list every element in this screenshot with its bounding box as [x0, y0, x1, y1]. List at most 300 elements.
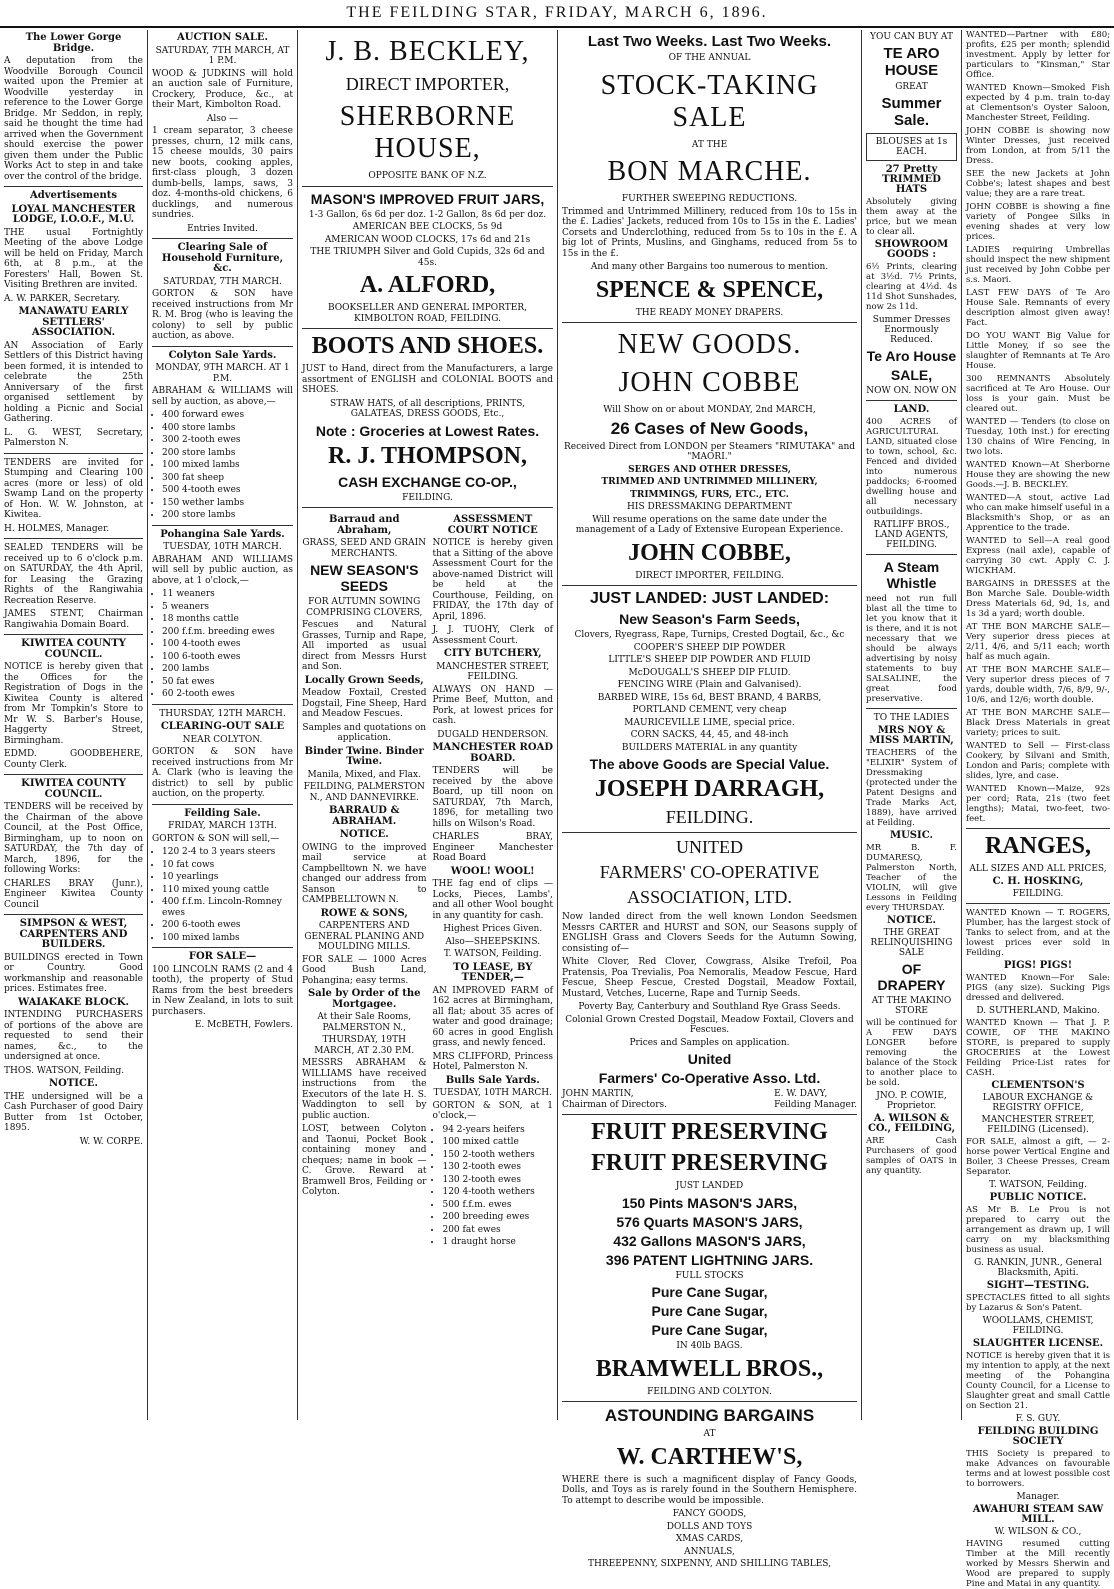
to-the-ladies: TO THE LADIES	[873, 713, 950, 723]
list-item: • 400 f.f.m. Lincoln-Romney ewes	[162, 897, 293, 918]
sheepskins: Also—SHEEPSKINS.	[445, 936, 541, 947]
woollams: WOOLLAMS, CHEMIST, FEILDING.	[982, 1316, 1094, 1336]
thompson-feilding: FEILDING.	[402, 492, 453, 503]
builders: BUILDERS MATERIAL in any quantity	[621, 742, 798, 753]
of-the-annual: OF THE ANNUAL	[668, 53, 751, 63]
last-few-days: LAST FEW DAYS of Te Aro House Sale. Remnants of every description almost given away! Fact.	[966, 288, 1110, 328]
special-value: The above Goods are Special Value.	[589, 756, 830, 772]
music-text: MR B. F. DUMARESQ, Palmerston North, Teacher of the VIOLIN, will give Lessons in Feilding every THURSDAY.	[866, 843, 957, 913]
bulls-title: Bulls Sale Yards.	[445, 1074, 540, 1086]
gorge-text: A deputation from the Woodville Borough Council waited upon the Premier at Woodville yesterday in reference to the Lower Gorge Bridge. Mr Seddon, in reply, said he thought the time had arrived when the Government should exercise the power given them under the Public Works Act to step in and take over the control of the bridge.	[4, 56, 143, 182]
lime: MAURICEVILLE LIME, special price.	[624, 717, 795, 728]
list-item: • 200 lambs	[162, 664, 293, 675]
wilson-text: ARE Cash Purchasers of good samples of OATS in any quantity.	[866, 1136, 957, 1176]
list-item: • 50 fat ewes	[162, 677, 293, 688]
bon-1: AT THE BON MARCHE SALE—Very superior dress pieces at 2/11, 4/6, and 5/11 each; worth half as much again.	[966, 622, 1110, 662]
auction-sale-title: AUCTION SALE.	[176, 32, 268, 43]
fruit-preserving-1: FRUIT PRESERVING	[591, 1119, 828, 1145]
bulls-text: GORTON & SON, at 1 o'clock,—	[432, 1100, 553, 1121]
martin-sub: Chairman of Directors.	[562, 1099, 667, 1110]
col3-left	[302, 512, 426, 1250]
trimmings: TRIMMINGS, FURS, ETC., ETC.	[630, 489, 789, 500]
millinery: TRIMMED AND UNTRIMMED MILLINERY,	[601, 477, 818, 487]
mcdougall: McDOUGALL'S SHEEP DIP FLUID.	[628, 667, 791, 678]
pigs: PIGS! PIGS!	[1003, 960, 1073, 971]
auction-date: SATURDAY, 7TH MARCH, AT 1 P.M.	[155, 45, 290, 66]
list-item: • 100 mixed cattle	[442, 1137, 553, 1148]
samples: Samples and quotations on application.	[302, 722, 427, 743]
jars-4: 396 PATENT LIGHTNING JARS.	[605, 1251, 814, 1268]
corn-sacks: CORN SACKS, 44, 45, and 48-inch	[630, 730, 789, 740]
spence-name: SPENCE & SPENCE,	[595, 276, 824, 303]
john-cobbe: JOHN COBBE	[618, 367, 801, 398]
list-item: • 200 fat ewes	[442, 1225, 553, 1236]
list-item: • 200 6-tooth ewes	[162, 920, 293, 931]
wanted-7: WANTED to Sell — First-class Cookery, by Silvani and Smith, London and Paris; complete with slides, lyre, and case.	[966, 741, 1110, 781]
for-sale-3: FOR SALE, almost a gift, — 2-horse power Vertical Engine and Boiler, 3 Cheese Presses, Cream Separator.	[966, 1137, 1110, 1177]
for-sale-title: FOR SALE—	[188, 951, 257, 962]
cowie: JNO. P. COWIE, Proprietor.	[876, 1091, 947, 1111]
steam-whistle: A Steam Whistle	[883, 559, 940, 591]
clocks-2: AMERICAN WOOD CLOCKS, 17s 6d and 21s	[324, 234, 531, 245]
waiakake-title: WAIAKAKE BLOCK.	[18, 996, 129, 1008]
ranges: RANGES,	[984, 833, 1092, 859]
wilson: A. WILSON & CO., FEILDING,	[867, 1113, 956, 1134]
land-text: 400 ACRES of AGRICULTURAL LAND, situated close to town, school, &c. Fenced and divided into numerous paddocks; 6-roomed dwelling house and all necessary outbuildings.	[866, 417, 957, 517]
darragh-sub: FEILDING.	[665, 807, 754, 827]
col3-right	[432, 512, 553, 1250]
wanted-6: WANTED to Sell—A real good Express (nail axle), capable of carrying 30 cwt. Apply C. J. WICKHAM.	[966, 536, 1110, 576]
annuals: ANNUALS,	[684, 1546, 735, 1557]
meadow: Meadow Foxtail, Crested Dogstail, Fine Sheep, Hard and Meadow Fescues.	[302, 688, 427, 719]
column-5	[862, 30, 962, 1420]
straw-hats: STRAW HATS, of all descriptions, PRINTS, GALATEAS, DRESS GOODS, Etc.,	[330, 398, 525, 419]
simpson-text: BUILDINGS erected in Town or Country. Good workmanship and reasonable prices. Estimates free.	[4, 952, 143, 994]
settlers-sign: L. G. WEST, Secretary, Palmerston N.	[4, 427, 143, 448]
waiakake-text: INTENDING PURCHASERS of portions of the above are requested to send their names, &c., to the undersigned at once.	[4, 1010, 143, 1062]
column-1	[0, 30, 148, 1420]
stock-list-1	[152, 410, 293, 521]
list-item: • 120 4-tooth wethers	[442, 1187, 553, 1198]
bulls-list	[432, 1125, 553, 1248]
auction-items: 1 cream separator, 3 cheese presses, churn, 12 milk cans, 15 cheese moulds, 30 pairs new boots, cooking apples, first-class plough, 3 dozen dumb-bells, lamps, saws, 3 doz. 4-months-old chickens, 6 ducklings, and numerous sundries.	[152, 126, 293, 220]
column-4	[558, 30, 862, 1569]
kiwitea-text-2: TENDERS will be received by the Chairman of the above Council, at the Post Office, Birmingham, up to noon on SATURDAY, the 7th day of March, 1896, for the following Works:	[4, 802, 143, 875]
gorton-text-2: GORTON & SON have received instructions from Mr A. Clark (who is leaving the district) to sell by public auction, on the property.	[152, 747, 293, 799]
making-text: will be continued for A FEW DAYS LONGER before removing the balance of the Stock to another place to be sold.	[866, 1018, 957, 1088]
list-item: • 18 months cattle	[162, 614, 293, 625]
jars-2: 576 Quarts MASON'S JARS,	[616, 1213, 803, 1230]
bulls-date: TUESDAY, 10TH MARCH.	[433, 1088, 552, 1098]
road-sign: CHARLES BRAY, Engineer Manchester Road Board	[432, 832, 553, 863]
list-item: • 200 store lambs	[162, 448, 293, 459]
sale: SALE,	[890, 367, 933, 383]
bon-3: AT THE BON MARCHE SALE—Black Dress Materials in great variety; prices to suit.	[966, 708, 1110, 738]
building-society: FEILDING BUILDING SOCIETY	[977, 1426, 1099, 1447]
assoc-text: Now landed direct from the well known London Seedsmen Messrs CARTER and HURST and SON, our Seasons supply of ENGLISH Grass and Clovers Seeds for the Autumn Sowing, consisting of—	[562, 912, 857, 954]
you-can-buy: YOU CAN BUY AT	[870, 32, 953, 42]
pohangina-date: TUESDAY, 10TH MARCH.	[163, 542, 282, 552]
dress-text: Will resume operations on the same date under the management of a Lady of Extensive European Experience.	[575, 514, 844, 535]
farmers-cooperative: FARMERS' CO-OPERATIVE	[599, 862, 820, 882]
abraham-text-1: ABRAHAM & WILLIAMS will sell by auction, as above,—	[152, 386, 293, 407]
lease-text: AN IMPROVED FARM of 162 acres at Birmingham, all flat; about 35 acres of water and good drainage; 60 acres in good English grass, and newly fenced.	[432, 985, 553, 1048]
poverty-bay: Poverty Bay, Canterbury and Southland Rye Grass Seeds.	[578, 1002, 841, 1012]
jars-1: 150 Pints MASON'S JARS,	[621, 1194, 798, 1211]
barbed: BARBED WIRE, 15s 6d, BEST BRAND, 4 BARBS,	[597, 692, 822, 703]
list-item: • 10 fat cows	[162, 860, 293, 871]
groceries-note: Note : Groceries at Lowest Rates.	[315, 422, 540, 439]
manchester-road: MANCHESTER ROAD BOARD.	[432, 742, 554, 764]
land-title: LAND.	[893, 404, 930, 415]
rams-text: 100 LINCOLN RAMS (2 and 4 tooth), the property of Stud Rams from the best breeders in New Zealand, in lots to suit purchasers.	[152, 964, 293, 1017]
triumph: THE TRIUMPH Silver and Gold Cupids, 32s 6d and 45s.	[310, 247, 545, 268]
wool-sign: T. WATSON, Feilding.	[443, 949, 542, 959]
lodge-text: THE usual Fortnightly Meeting of the above Lodge will be held on Friday, March 6th, at 8 p.m., at the Foresters' Hall, Bowen St. Visiting Brethren are invited.	[4, 227, 143, 290]
bramwell: BRAMWELL BROS.,	[595, 1355, 824, 1382]
highest-prices: Highest Prices Given.	[443, 924, 543, 934]
boots-text: JUST to Hand, direct from the Manufacturers, a large assortment of ENGLISH and COLONIAL BOOTS and SHOES.	[302, 364, 553, 395]
feilding-sale-title: Feilding Sale.	[184, 807, 261, 819]
pohangina-title: Pohangina Sale Yards.	[160, 528, 285, 540]
assessment-sign: J. J. TUOHY, Clerk of Assessment Court.	[432, 625, 553, 646]
clementson: CLEMENTSON'S	[991, 1080, 1085, 1091]
wilson-2: W. WILSON & CO.,	[994, 1527, 1082, 1537]
watson: T. WATSON, Feilding.	[989, 1180, 1087, 1190]
notice-3: NOTICE.	[886, 915, 937, 926]
trimmed-text: Absolutely giving them away at the price, but we mean to clear all.	[866, 197, 957, 237]
summer-dresses: Summer Dresses Enormously Reduced.	[872, 315, 951, 345]
list-item: • 200 breeding ewes	[442, 1212, 553, 1223]
public-text: AS Mr B. Le Prou is not prepared to carry out the arrangement as drawn up, I will carry on my blacksmithing business as usual.	[966, 1205, 1110, 1255]
cement: PORTLAND CEMENT, very cheap	[632, 705, 787, 715]
martin: JOHN MARTIN,	[562, 1089, 634, 1099]
tenders-sign: H. HOLMES, Manager.	[4, 523, 110, 534]
entries-invited: Entries Invited.	[187, 223, 258, 234]
building-text: THIS Society is prepared to make Advances on favourable terms and at lowest possible cost to borrowers.	[966, 1449, 1110, 1489]
hosking: C. H. HOSKING,	[992, 876, 1084, 887]
te-aro-house: TE ARO HOUSE	[883, 45, 940, 79]
clover-list: White Clover, Red Clover, Cowgrass, Alsike Trefoil, Poa Pratensis, Poa Trevialis, Poa Nemoralis, Meadow Fescue, Hard Fescue, Sheep Fescue, Crested Dogstail, Meadow Foxtail, Mustard, Vetches, Lucerne, Rape and Turnip Seeds.	[562, 957, 857, 999]
received: Received Direct from LONDON per Steamers "RIMUTAKA" and "MAORI."	[563, 441, 856, 462]
list-item: • 130 2-tooth ewes	[442, 1162, 553, 1173]
association: ASSOCIATION, LTD.	[627, 887, 792, 907]
seeds-sub: FOR AUTUMN SOWING COMPRISING CLOVERS,	[306, 597, 423, 618]
showroom-text: 6½ Prints, clearing at 3½d. 7½ Prints, clearing at 4½d. 4s 11d Shot Sunshades, now 2s 11d.	[866, 262, 957, 312]
fencing: FENCING WIRE (Plain and Galvanised).	[617, 680, 802, 690]
davy: E. W. DAVY,	[774, 1089, 828, 1099]
jars-3: 432 Gallons MASON'S JARS,	[613, 1232, 806, 1249]
trimmed-hats: 27 Pretty TRIMMED HATS	[882, 164, 941, 195]
manila: Manila, Mixed, and Flax.	[307, 769, 421, 780]
thompson-name: R. J. THOMPSON,	[328, 442, 527, 469]
city-butchery: CITY BUTCHERY,	[443, 648, 542, 659]
rowe-text: OWING to the improved mail service at Campbelltown N. we have changed our address from Sanson to CAMPBELLTOWN N.	[302, 842, 427, 905]
wanted-4: WANTED Known—At Sherborne House they are showing the new Goods.—J. B. BECKLEY.	[966, 460, 1110, 490]
list-item: • 100 6-tooth ewes	[162, 652, 293, 663]
kiwitea-title-1: KIWITEA COUNTY COUNCIL.	[21, 638, 126, 660]
seeds-list: Fescues and Natural Grasses, Turnip and Rape, All imported as usual direct from Messrs Hurst and Son.	[302, 620, 427, 672]
list-item: • 11 weaners	[162, 589, 293, 600]
column-6	[962, 30, 1114, 1589]
further-reductions: FURTHER SWEEPING REDUCTIONS.	[621, 194, 798, 204]
drapery: OF DRAPERY	[877, 961, 946, 993]
sugar-1: Pure Cane Sugar,	[651, 1284, 768, 1300]
list-item: • 150 2-tooth wethers	[442, 1150, 553, 1161]
rowe-sign: ROWE & SONS,	[320, 907, 408, 919]
xmas-cards: XMAS CARDS,	[675, 1534, 744, 1544]
ladies-umbrellas: LADIES requiring Umbrellas should inspect the new shipment just received by John Cobbe per s.s. Maori.	[966, 245, 1110, 285]
wanted-2: WANTED Known—Smoked Fish expected by 4 p.m. train to-day at Clementson's Oyster Saloon, Manchester Street, Feilding.	[966, 83, 1110, 123]
list-item: • 150 wether lambs	[162, 498, 293, 509]
thursday-date: THURSDAY, 12TH MARCH.	[159, 708, 286, 719]
showroom: SHOWROOM GOODS :	[874, 239, 949, 260]
rams-sign: E. McBETH, Fowlers.	[194, 1020, 293, 1030]
new-seeds: NEW SEASON'S SEEDS	[310, 562, 419, 594]
farmers-2: Farmers' Co-Operative Asso. Ltd.	[598, 1070, 821, 1086]
wanted-11: WANTED Known — That J. P. COWIE, OF THE MAKINO STORE, is prepared to supply GROCERIES at the Lowest Feilding Price-List rates for CASH.	[966, 1018, 1110, 1078]
simpson-title: SIMPSON & WEST, CARPENTERS AND BUILDERS.	[19, 918, 128, 950]
sealed-text: SEALED TENDERS will be received up to 6 o'clock p.m. on SATURDAY, the 4th April, for Leasing the Grazing Rights of the Rangiwahia Recreation Reserve.	[4, 543, 143, 606]
assessment-title: ASSESSMENT COURT NOTICE	[447, 514, 538, 536]
list-item: • 110 mixed young cattle	[162, 885, 293, 896]
lodge-sign: A. W. PARKER, Secretary.	[4, 293, 121, 304]
awahuri: AWAHURI STEAM SAW MILL.	[972, 1504, 1104, 1525]
wanted-3: WANTED — Tenders (to close on Tuesday, 10th inst.) for erecting 130 chains of Wire Fencing, in two lots.	[966, 417, 1110, 457]
list-item: • 200 store lambs	[162, 510, 293, 521]
colyton-title: Colyton Sale Yards.	[168, 349, 277, 361]
kiwitea-sign-2: CHARLES BRAY (Junr.), Engineer Kiwitea County Council	[4, 878, 143, 910]
alford-name: A. ALFORD,	[359, 272, 496, 298]
clearing-title: Clearing Sale of Household Furniture, &c.	[161, 242, 284, 274]
beckley-direct-importer: DIRECT IMPORTER,	[345, 74, 510, 94]
remnants: 300 REMNANTS Absolutely sacrificed at Te Aro House. Our loss is your gain. Must be cleared out.	[966, 374, 1110, 414]
mortgagee-place: At their Sale Rooms, PALMERSTON N.,	[317, 1012, 412, 1033]
ranges-sub: ALL SIZES AND ALL PRICES,	[969, 864, 1107, 874]
fruit-preserving-2: FRUIT PRESERVING	[591, 1150, 828, 1176]
dolls-toys: DOLLS AND TOYS	[666, 1521, 753, 1532]
notice-title: NOTICE.	[48, 1078, 99, 1089]
labour-sub: MANCHESTER STREET, FEILDING (Licensed).	[981, 1115, 1095, 1135]
mortgagee-date: THURSDAY, 19TH MARCH, AT 2.30 P.M.	[314, 1035, 415, 1056]
making-store: AT THE MAKINO STORE	[871, 996, 952, 1016]
list-item: • 500 f.f.m. ewes	[442, 1200, 553, 1211]
noy-martin: MRS NOY & MISS MARTIN,	[869, 725, 954, 746]
farm-seeds: New Season's Farm Seeds,	[619, 611, 800, 627]
butchery-sign: DUGALD HENDERSON.	[437, 729, 549, 740]
darragh-name: JOSEPH DARRAGH,	[594, 776, 825, 802]
at: AT	[703, 1429, 716, 1439]
masons-prices: 1-3 Gallon, 6s 6d per doz. 1-2 Gallon, 8s 6d per doz.	[308, 209, 547, 220]
assessment-text: NOTICE is hereby given that a Sitting of the above Assessment Court for the above-named District will be held at the Courthouse, Feilding, on FRIDAY, the 17th day of April, 1896.	[432, 538, 553, 622]
labour: LABOUR EXCHANGE & REGISTRY OFFICE,	[982, 1093, 1094, 1113]
kiwitea-text-1: NOTICE is hereby given that the Offices for the Registration of Dogs in the Kiwitea County is altered from Mr Tompkin's Store to Mr W. S. Barber's House, Haggerty Street, Birmingham.	[4, 662, 143, 746]
bags: IN 40lb BAGS.	[676, 1341, 743, 1351]
abraham-text-2: ABRAHAM AND WILLIAMS will sell by public auction, as above, at 1 o'clock,—	[152, 554, 293, 586]
sugar-3: Pure Cane Sugar,	[651, 1322, 768, 1338]
notice-text: THE undersigned will be a Cash Purchaser of good Dairy Butter from 1st October, 1895.	[4, 1091, 143, 1133]
sugar-2: Pure Cane Sugar,	[651, 1303, 768, 1319]
colonial: Colonial Grown Crested Dogstail, Meadow Foxtail, Clovers and Fescues.	[565, 1014, 854, 1035]
lodge-title: LOYAL MANCHESTER LODGE, I.O.O.F., M.U.	[11, 203, 136, 225]
clearing-date: SATURDAY, 7TH MARCH.	[163, 276, 282, 287]
also-label: Also —	[206, 113, 239, 124]
last-two-weeks: Last Two Weeks. Last Two Weeks.	[587, 33, 832, 50]
hosking-sub: FEILDING.	[1012, 889, 1064, 899]
wool-title: WOOL! WOOL!	[450, 865, 535, 877]
wool-text: THE fag end of clips — Locks, Pieces, Lambs', and all other Wool bought in any quantity for cash.	[432, 879, 553, 921]
bramwell-sub: FEILDING AND COLYTON.	[647, 1386, 772, 1397]
little: LITTLE'S SHEEP DIP POWDER AND FLUID	[608, 655, 811, 665]
kiwitea-title-2: KIWITEA COUNTY COUNCIL.	[21, 778, 126, 800]
list-item: • 94 2-years heifers	[442, 1125, 553, 1136]
list-item: • 100 4-tooth ewes	[162, 639, 293, 650]
at-the: AT THE	[691, 139, 728, 150]
barraud-addr: FEILDING, PALMERSTON N., AND DANNEVIRKE.	[303, 782, 425, 803]
te-aro-2: Te Aro House	[866, 348, 957, 364]
mortgagee-title: Sale by Order of the Mortgagee.	[308, 988, 421, 1010]
noy-text: TEACHERS of the "ELIXIR" System of Dressmaking (protected under the Patent Designs and Trade Marks Act, 1889), have arrived at Feilding.	[866, 748, 957, 828]
wood-text: WOOD & JUDKINS will hold an auction sale of Furniture, Crockery, Produce, &c., at their Mart, Kimbolton Road.	[152, 68, 293, 110]
wilson-2-text: HAVING resumed cutting Timber at the Mill recently worked by Messrs Sherwin and Wood are prepared to supply Pine and Matai in any quantity.	[966, 1539, 1110, 1589]
opposite-bank: OPPOSITE BANK OF N.Z.	[368, 171, 487, 181]
reductions-text: Trimmed and Untrimmed Millinery, reduced from 10s to 15s in the £. Ladies' Jackets, reduced from 10s to 15s in the £. Ladies' Corsets and Underclothing, reduced from 5s to 10s in the £. A big lot of Prints, Muslins, and Ginghams, reduced from 5s to 15s in the £.	[562, 206, 857, 259]
binder-twine: Binder Twine. Binder Twine.	[304, 745, 424, 767]
wanted-10: WANTED Known—For Sale: PIGS (any size). Sucking Pigs dressed and delivered.	[966, 973, 1110, 1003]
masons-jars: MASON'S IMPROVED FRUIT JARS,	[310, 190, 545, 207]
blouses: BLOUSES at 1s EACH.	[866, 133, 957, 161]
for-sale-2: FOR SALE — 1000 Acres Good Bush Land, Pohangina; easy terms.	[302, 954, 427, 986]
john-cobbe-2: JOHN COBBE,	[628, 539, 791, 566]
sealed-sign: JAMES STENT, Chairman Rangiwahia Domain Board.	[4, 609, 143, 630]
clearing-near: NEAR COLYTON.	[182, 734, 263, 745]
manager: Manager.	[1016, 1492, 1060, 1502]
list-item: • 400 forward ewes	[162, 410, 293, 421]
astounding: ASTOUNDING BARGAINS	[604, 1406, 815, 1425]
full-stocks: FULL STOCKS	[675, 1270, 744, 1281]
slaughter: SLAUGHTER LICENSE.	[972, 1338, 1104, 1349]
locally-grown: Locally Grown Seeds,	[304, 674, 424, 686]
feilding-date: FRIDAY, MARCH 13TH.	[168, 821, 277, 831]
butchery-sub: MANCHESTER STREET, FEILDING.	[436, 661, 550, 682]
list-item: • 200 f.f.m. breeding ewes	[162, 627, 293, 638]
bargains: BARGAINS in DRESSES at the Bon Marche Sale. Double-width Dress Materials 6d, 9d, 1s, and 1s 3d a yard; worth double.	[966, 579, 1110, 619]
tenders-text: TENDERS are invited for Stumping and Clearing 100 acres (more or less) of old Swamp Land on the property of Hon. W. W. Johnston, at Kiwitea.	[4, 457, 143, 520]
road-text: TENDERS will be received by the above Board, up till noon on SATURDAY, 7th March, 1896, for metalling two hills on Wilson's Road.	[432, 766, 553, 829]
fancy-goods: FANCY GOODS,	[672, 1509, 747, 1519]
gorton-text-1: GORTON & SON have received instructions from Mr R. M. Brog (who is leaving the colony) to sell by public auction, as above.	[152, 289, 293, 341]
summer-sale: Summer Sale.	[881, 95, 942, 129]
carthew: W. CARTHEW'S,	[616, 1443, 803, 1470]
list-item: • 1 draught horse	[442, 1237, 553, 1248]
stocktaking-sale: STOCK-TAKING SALE	[600, 69, 819, 133]
cash-exchange: CASH EXCHANGE CO-OP.,	[338, 473, 517, 490]
settlers-text: AN Association of Early Settlers of this District having been formed, it is intended to celebrate the 25th Anniversary of the first organised settlement by holding a Picnic and Social Gathering.	[4, 340, 143, 424]
barraud-title: Barraud and Abraham,	[329, 514, 400, 536]
list-item: • 100 mixed lambs	[162, 933, 293, 944]
list-item: • 100 mixed lambs	[162, 460, 293, 471]
lease-sign: MRS CLIFFORD, Princess Hotel, Palmerston N.	[432, 1051, 553, 1072]
direct-importer-2: DIRECT IMPORTER, FEILDING.	[635, 570, 784, 581]
wanted-5: WANTED—A stout, active Lad who can make himself useful in a Blacksmith's Shop, or as an Apprentice to the trade.	[966, 493, 1110, 533]
clocks-1: AMERICAN BEE CLOCKS, 5s 9d	[352, 222, 503, 232]
do-you-want: DO YOU WANT Big Value for Little Money, if so see the slaughter of Remnants at Te Aro House.	[966, 331, 1110, 371]
cases: 26 Cases of New Goods,	[610, 418, 809, 438]
relinquishing: THE GREAT RELINQUISHING SALE	[870, 928, 953, 958]
mortgagee-text: MESSRS ABRAHAM & WILLIAMS have received instructions from the Executors of the late H. S. Waddington to sell by public auction.	[302, 1058, 427, 1121]
new-goods: NEW GOODS.	[617, 329, 802, 360]
steam-text: need not run full blast all the time to let you know that it is there, and it is not necessary that we should be always advertising by noisy statements to buy SALSALINE, the great food preservative.	[866, 594, 957, 704]
wanted-8: WANTED Known—Maize, 92s per cord; Rata, 21s (two feet lengths); Matai, two-feet, two-feet.	[966, 784, 1110, 824]
list-item: • 300 fat sheep	[162, 473, 293, 484]
rankin: G. RANKIN, JUNR., General Blacksmith, Apiti.	[974, 1258, 1102, 1278]
masthead: THE FEILDING STAR, FRIDAY, MARCH 6, 1896.	[0, 0, 1114, 28]
cobbe-2: SEE the new Jackets at John Cobbe's; latest shapes and best value; they are a rare treat.	[966, 169, 1110, 199]
list-item: • 120 2-4 to 3 years steers	[162, 847, 293, 858]
stock-list-3	[152, 847, 293, 943]
sight-text: SPECTACLES fitted to all sights by Lazarus & Son's Patent.	[966, 1293, 1110, 1313]
great: GREAT	[895, 82, 928, 92]
united-2: United	[687, 1051, 732, 1067]
jars-head: JUST LANDED	[675, 1181, 744, 1191]
sight-testing: SIGHT—TESTING.	[986, 1280, 1090, 1291]
signatures	[562, 1089, 857, 1110]
cooper: COOPER'S SHEEP DIP POWDER	[633, 642, 786, 653]
dressmaking: HIS DRESSMAKING DEPARTMENT	[627, 502, 792, 512]
column-3	[298, 30, 558, 1420]
carthew-text: WHERE there is such a magnificent display of Fancy Goods, Dolls, and Toys as is rarely found in the Southern Hemisphere. To attempt to describe would be impossible.	[562, 1474, 857, 1506]
barraud-sub: GRASS, SEED AND GRAIN MERCHANTS.	[302, 538, 427, 559]
list-item: • 10 yearlings	[162, 872, 293, 883]
stock-list-2	[152, 589, 293, 700]
gorge-title: The Lower Gorge Bridge.	[25, 32, 122, 54]
cobbe-3: JOHN COBBE is showing a fine variety of Pongee Silks in evening shades at very low prices.	[966, 202, 1110, 242]
just-landed: JUST LANDED: JUST LANDED:	[589, 590, 830, 607]
boots-title: BOOTS AND SHOES.	[311, 333, 544, 359]
list-item: • 60 2-tooth ewes	[162, 689, 293, 700]
beckley-name: J. B. BECKLEY,	[325, 36, 530, 67]
list-item: • 130 2-tooth ewes	[442, 1175, 553, 1186]
united: UNITED	[676, 837, 743, 857]
waiakake-sign: THOS. WATSON, Feilding.	[4, 1065, 125, 1076]
list-item: • 300 2-tooth ewes	[162, 435, 293, 446]
serges: SERGES AND OTHER DRESSES,	[628, 464, 791, 475]
list-item: • 500 4-tooth ewes	[162, 485, 293, 496]
barraud-sign: BARRAUD & ABRAHAM.	[328, 805, 400, 827]
spence-sub: THE READY MONEY DRAPERS.	[635, 307, 784, 318]
wanted-1: WANTED—Partner with £80; profits, £25 per month; splendid investment. Apply by letter for particulars to "Kinsman," Star Office.	[966, 30, 1110, 80]
clearing-out-title: CLEARING-OUT SALE	[160, 721, 285, 732]
slaughter-text: NOTICE is hereby given that it is my intention to apply, at the next meeting of the Pohangina County Council, for a License to Slaughter great and small Cattle on Section 21.	[966, 1351, 1110, 1411]
lost-text: LOST, between Colyton and Taonui, Pocket Book containing money and cheques; name in book — C. Grove. Reward at Bramwell Bros, Feilding or Colyton.	[302, 1124, 427, 1197]
cobbe-1: JOHN COBBE is showing now Winter Dresses, just received from London, at from 5/11 the Dress.	[966, 126, 1110, 166]
prices-samples: Prices and Samples on application.	[629, 1037, 790, 1048]
notice-sign: W. W. CORPE.	[79, 1136, 143, 1147]
wanted-9: WANTED Known — T. ROGERS, Plumber, has the largest stock of Tanks to select from, and at the lowest prices ever sold in Feilding.	[966, 908, 1110, 958]
public-notice: PUBLIC NOTICE.	[989, 1192, 1087, 1203]
rowe-sub: CARPENTERS AND GENERAL PLANING AND MOULDING MILLS.	[304, 921, 425, 952]
will-show: Will Show on or about MONDAY, 2nd MARCH,	[603, 405, 816, 415]
sherborne-house: SHERBORNE HOUSE,	[339, 101, 516, 164]
list-item: • 400 store lambs	[162, 423, 293, 434]
butchery-text: ALWAYS ON HAND — Prime Beef, Mutton, and Pork, at lowest prices for cash.	[432, 684, 553, 726]
to-lease: TO LEASE, BY TENDER,—	[453, 961, 533, 983]
ratliff: RATLIFF BROS., LAND AGENTS, FEILDING.	[873, 520, 950, 550]
list-item: • 5 weaners	[162, 602, 293, 613]
kiwitea-sign-1: EDMD. GOODBEHERE, County Clerk.	[4, 749, 143, 770]
alford-sub: BOOKSELLER AND GENERAL IMPORTER, KIMBOLTON ROAD, FEILDING.	[328, 303, 527, 324]
gorton-text-3: GORTON & SON will sell,—	[152, 833, 280, 844]
